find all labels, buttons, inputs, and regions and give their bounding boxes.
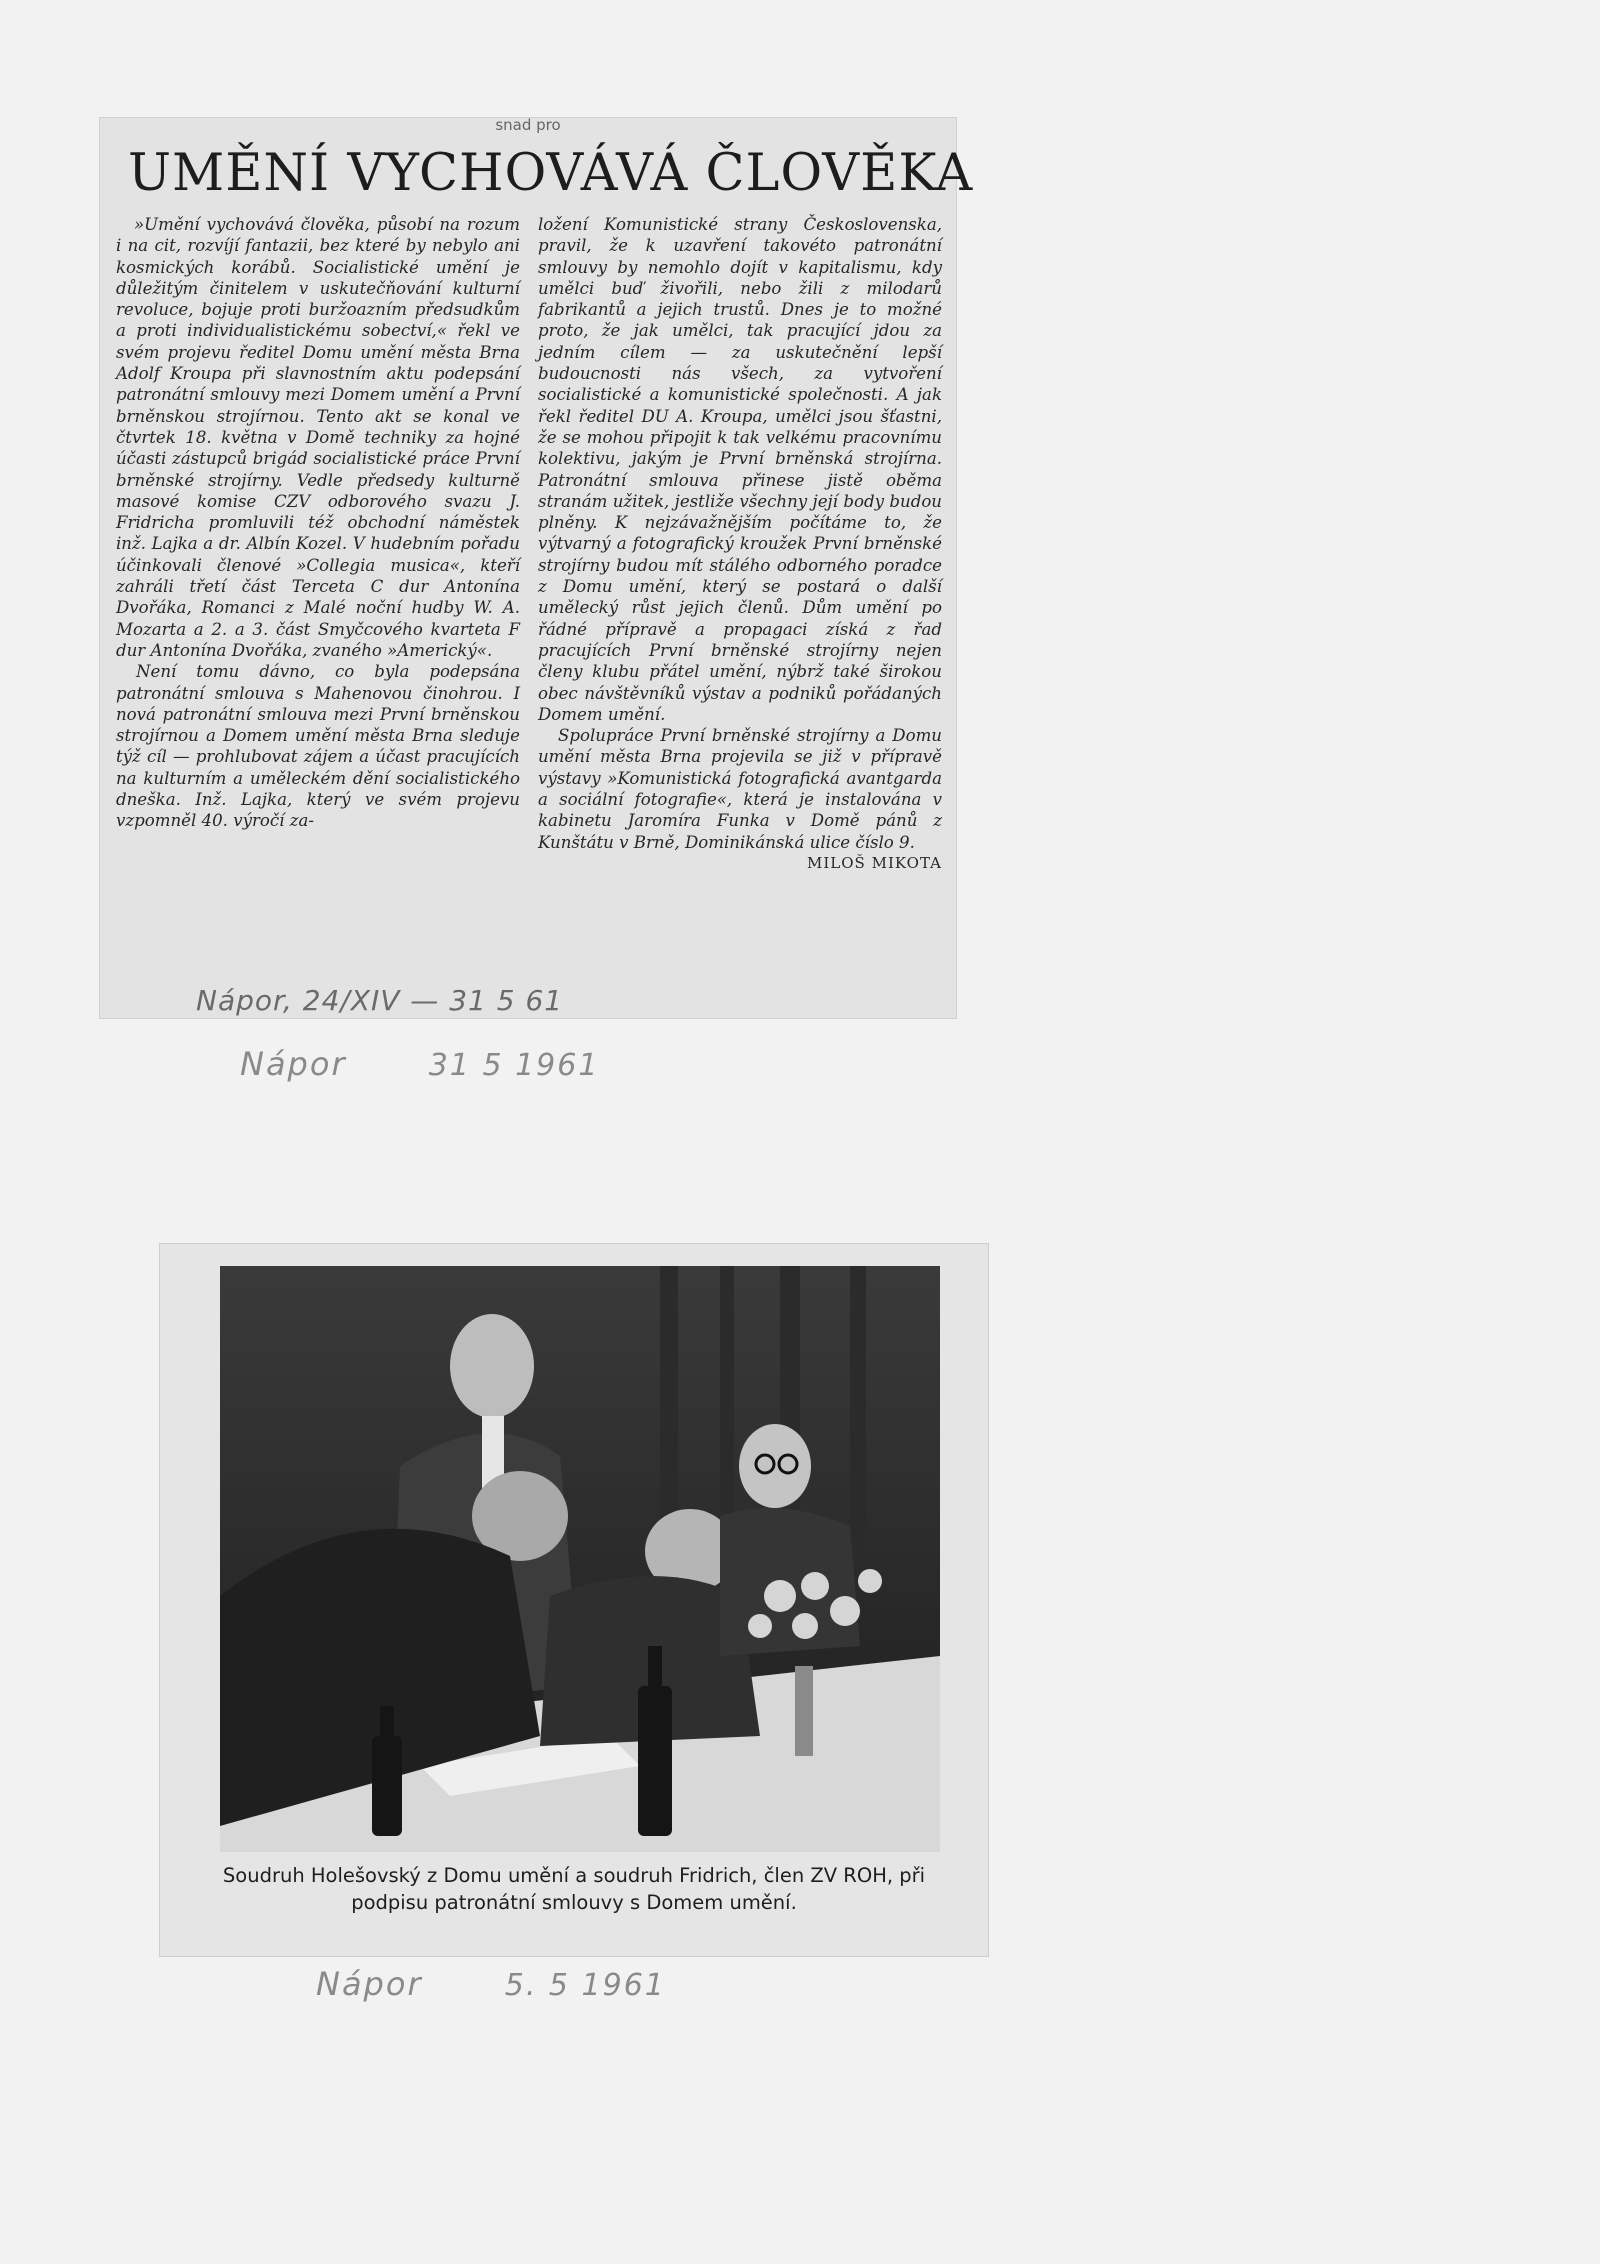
photo-caption bbox=[160, 1862, 988, 1916]
caption-line: podpisu patronátní smlouvy s Domem umění. bbox=[351, 1891, 797, 1914]
article-paragraph: Není tomu dávno, co byla podepsána patronátní smlouva s Mahenovou činohrou. I nová patronátní smlouva mezi První brněnskou strojírnou a Domem umění města Brna sleduje týž cíl — prohlubovat zájem a účast pracujících na kulturním a uměleckém dění socialistického dneška. Inž. Lajka, který ve svém projevu vzpomněl 40. výročí za- bbox=[116, 662, 520, 831]
handnote-label: Nápor bbox=[240, 1045, 347, 1083]
photo-illustration bbox=[220, 1266, 940, 1852]
article-column-left bbox=[116, 214, 520, 832]
handnote-date: 31 5 1961 bbox=[428, 1048, 600, 1083]
article-signature-line bbox=[538, 853, 942, 874]
photo-clipping bbox=[160, 1244, 988, 1956]
caption-line: Soudruh Holešovský z Domu umění a soudruh Fridrich, člen ZV ROH, při bbox=[222, 1864, 926, 1887]
article-headline: UMĚNÍ VYCHOVÁVÁ ČLOVĚKA bbox=[128, 144, 974, 203]
article-paragraph: »Umění vychovává člověka, působí na rozum i na cit, rozvíjí fantazii, bez které by nebylo ani kosmických korábů. Socialistické umění je důležitým činitelem v uskutečňování kulturní revoluce, bojuje proti buržoazním předsudkům a proti individualistickému sobectví,« řekl ve svém projevu ředitel Domu umění města Brna Adolf Kroupa při slavnostním aktu podepsání patronátní smlouvy mezi Domem umění a První brněnskou strojírnou. Tento akt se konal ve čtvrtek 18. května v Domě techniky za hojné účasti zástupců brigád socialistické práce První brněnské strojírny. Vedle předsedy kulturně masové komise CZV odborového svazu J. Fridricha promluvili též obchodní náměstek inž. Lajka a dr. Albín Kozel. V hudebním pořadu účinkovali členové »Collegia musica«, kteří zahráli třetí část Terceta C dur Antonína Dvořáka, Romanci z Malé noční hudby W. A. Mozarta a 2. a 3. část Smyčcového kvarteta F dur Antonína Dvořáka, zvaného »Americký«. bbox=[116, 215, 520, 660]
author-signature: MILOŠ MIKOTA bbox=[807, 853, 942, 872]
clip-handwritten-footer: Nápor, 24/XIV — 31 5 61 bbox=[196, 984, 564, 1017]
clip-top-fragment: snad pro bbox=[495, 118, 561, 134]
article-column-right bbox=[538, 214, 942, 874]
handnote-date: 5. 5 1961 bbox=[504, 1968, 666, 2003]
handwritten-note-1 bbox=[240, 1045, 599, 1083]
newspaper-photo bbox=[220, 1266, 940, 1852]
article-clipping bbox=[100, 118, 974, 1018]
article-paragraph: ložení Komunistické strany Československa, pravil, že k uzavření takovéto patronátní smlouvy by nemohlo dojít v kapitalismu, kdy umělci buď živořili, nebo žili z milodarů fabrikantů a jejich trustů. Dnes je to možné proto, že jak umělci, tak pracující jdou za jedním cílem — za uskutečnění lepší budoucnosti nás všech, za vytvoření socialistické a komunistické společnosti. A jak řekl ředitel DU A. Kroupa, umělci jsou šťastni, že se mohou připojit k tak velkému pracovnímu kolektivu, jakým je První brněnská strojírna. Patronátní smlouva přinese jistě oběma stranám užitek, jestliže všechny její body budou plněny. K nejzávažnějším počítáme to, že výtvarný a fotografický kroužek První brněnské strojírny budou mít stálého odborného poradce z Domu umění, který se postará o další umělecký růst jejich členů. Dům umění po řádné přípravě a propagaci získá z řad pracujících První brněnské strojírny nejen členy klubu přátel umění, nýbrž také širokou obec návštěvníků výstav a podniků pořádaných Domem umění. bbox=[538, 215, 942, 724]
handnote-label: Nápor bbox=[316, 1965, 423, 2003]
article-paragraph: Spolupráce První brněnské strojírny a Domu umění města Brna projevila se již v přípravě výstavy »Komunistická fotografická avantgarda a sociální fotografie«, která je instalována v kabinetu Jaromíra Funka v Domě pánů z Kunštátu v Brně, Dominikánská ulice číslo 9. bbox=[538, 726, 942, 852]
handwritten-note-2 bbox=[316, 1965, 666, 2003]
